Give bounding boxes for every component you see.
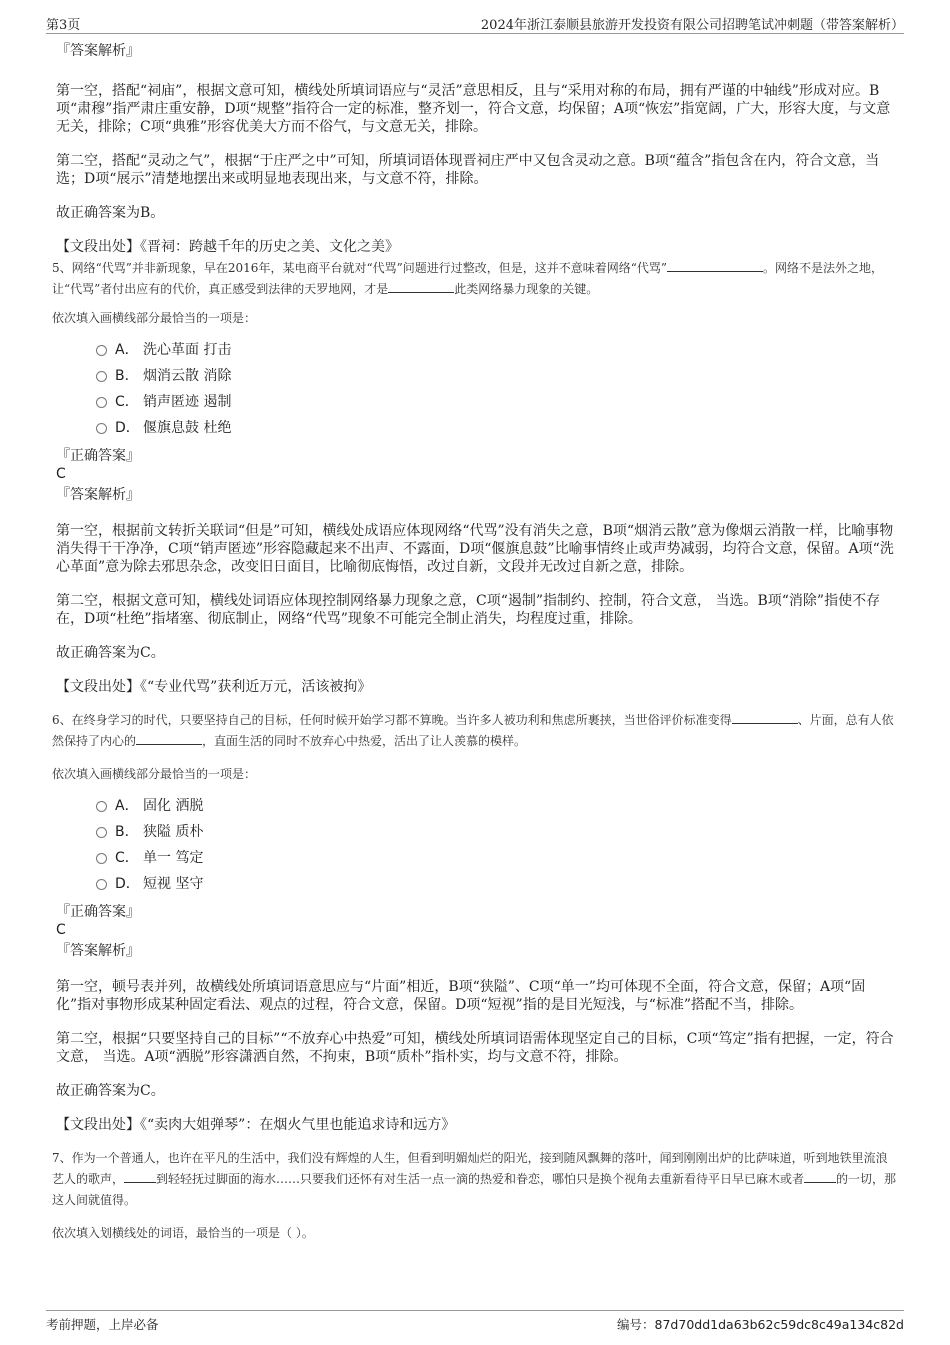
q6-source: 【文段出处】《“卖肉大姐弹琴”：在烟火气里也能追求诗和远方》	[56, 1117, 456, 1133]
q4-explain-p1: 第一空，搭配“祠庙”，根据文意可知，横线处所填词语应与“灵活”意思相反，且与“采用对称的布局，拥有严谨的中轴线”形成对应。B项“肃穆”指严肃庄重安静，D项“规整”指符合一定的标准，整齐划一，符合文意，均保留；A项“恢宏”指宽阔，广大，形容大度，与文意无关，排除；C项“典雅”形容优美大方而不俗气，与文意无关，排除。	[56, 83, 891, 135]
radio-icon[interactable]	[96, 397, 107, 408]
q6-conclusion: 故正确答案为C。	[56, 1083, 165, 1099]
radio-icon[interactable]	[96, 853, 107, 864]
q6-option-a[interactable]: A． 固化 洒脱	[96, 797, 898, 815]
q6-explain-p2: 第二空，根据“只要坚持自己的目标”“不放弃心中热爱”可知，横线处所填词语需体现坚定自己的目标，C项“笃定”指有把握，一定，符合文意， 当选。A项“洒脱”形容潇洒自然，不拘束，B项“质朴”指朴实，均与文意不符，排除。	[56, 1031, 894, 1065]
explain-label: 『答案解析』	[56, 487, 140, 503]
correct-label: 『正确答案』	[56, 448, 140, 464]
header-divider	[46, 33, 904, 34]
q6-option-b[interactable]: B． 狭隘 质朴	[96, 823, 898, 841]
q5-option-c[interactable]: C． 销声匿迹 遏制	[96, 393, 898, 411]
q5-explain-p2: 第二空，根据文意可知，横线处词语应体现控制网络暴力现象之意，C项“遏制”指制约、控制，符合文意， 当选。B项“消除”指使不存在，D项“杜绝”指堵塞、彻底制止，网络“代骂”现象不可能完全制止消失，均程度过重，排除。	[56, 593, 881, 627]
q6-option-d[interactable]: D． 短视 坚守	[96, 875, 898, 893]
q6-option-c[interactable]: C． 单一 笃定	[96, 849, 898, 867]
radio-icon[interactable]	[96, 345, 107, 356]
q7-blank-1	[124, 1170, 156, 1183]
footer-slogan: 考前押题，上岸必备	[46, 1317, 159, 1332]
correct-label: 『正确答案』	[56, 904, 140, 920]
radio-icon[interactable]	[96, 371, 107, 382]
q4-source: 【文段出处】《晋祠：跨越千年的历史之美、文化之美》	[56, 239, 399, 255]
q6-stem: 6、在终身学习的时代，只要坚持自己的目标，任何时候开始学习都不算晚。当许多人被功利和焦虑所裹挟，当世俗评价标准变得 、片面，总有人依然保持了内心的 ，直面生活的同时不放弃心中热爱，活出了让人羡慕的模样。	[52, 713, 894, 748]
page-header	[46, 10, 904, 33]
q5-blank-2	[388, 280, 454, 293]
q6-answer: C	[56, 922, 66, 938]
q6-blank-1	[732, 711, 798, 724]
radio-icon[interactable]	[96, 423, 107, 434]
q5-options	[56, 341, 898, 437]
q6-instruction: 依次填入画横线部分最恰当的一项是：	[52, 767, 257, 781]
radio-icon[interactable]	[96, 879, 107, 890]
q5-stem: 5、网络“代骂”并非新现象，早在2016年，某电商平台就对“代骂”问题进行过整改，但是，这并不意味着网络“代骂” 。网络不是法外之地，让“代骂”者付出应有的代价，真正感受到法律的天罗地网，才是 此类网络暴力现象的关键。	[52, 261, 884, 296]
explain-label: 『答案解析』	[56, 43, 140, 59]
q5-conclusion: 故正确答案为C。	[56, 645, 165, 661]
document-code: 编号：87d70dd1da63b62c59dc8c49a134c82d	[617, 1317, 904, 1332]
q7-stem: 7、作为一个普通人，也许在平凡的生活中，我们没有辉煌的人生，但看到明媚灿烂的阳光，接到随风飘舞的落叶，闻到刚刚出炉的比萨味道，听到地铁里流浪艺人的歌声， 到轻轻抚过脚面的海水……只要我们还怀有对生活一点一滴的热爱和眷恋，哪怕只是换个视角去重新看待平日早已麻木或者 的一切，那这人间就值得。	[52, 1151, 897, 1207]
q6-explain-p1: 第一空，顿号表并列，故横线处所填词语意思应与“片面”相近，B项“狭隘”、C项“单一”均可体现不全面，符合文意，保留；A项“固化”指对事物形成某种固定看法、观点的过程，符合文意，保留。D项“短视”指的是目光短浅，与“标准”搭配不当，排除。	[56, 979, 866, 1013]
q7-blank-2	[804, 1170, 836, 1183]
q5-explain-p1: 第一空，根据前文转折关联词“但是”可知，横线处成语应体现网络“代骂”没有消失之意，B项“烟消云散”意为像烟云消散一样，比喻事物消失得干干净净，C项“销声匿迹”形容隐藏起来不出声、不露面，D项“偃旗息鼓”比喻事情终止或声势减弱，均符合文意，保留。A项“洗心革面”意为除去邪思杂念，改变旧日面目，比喻彻底悔悟，改过自新，文段并无改过自新之意，排除。	[56, 523, 894, 575]
page-content	[52, 42, 898, 1244]
footer-divider	[46, 1310, 904, 1311]
q7-instruction: 依次填入划横线处的词语，最恰当的一项是（ ）。	[52, 1226, 314, 1240]
explain-label: 『答案解析』	[56, 943, 140, 959]
radio-icon[interactable]	[96, 801, 107, 812]
q6-options	[56, 797, 898, 893]
page-number: 第3页	[46, 18, 81, 33]
q5-option-d[interactable]: D． 偃旗息鼓 杜绝	[96, 419, 898, 437]
q4-conclusion: 故正确答案为B。	[56, 205, 165, 221]
q5-blank-1	[667, 259, 763, 272]
q6-blank-2	[136, 732, 202, 745]
q5-option-b[interactable]: B． 烟消云散 消除	[96, 367, 898, 385]
document-title: 2024年浙江泰顺县旅游开发投资有限公司招聘笔试冲刺题（带答案解析）	[480, 18, 904, 33]
q5-instruction: 依次填入画横线部分最恰当的一项是：	[52, 311, 257, 325]
q4-explain-p2: 第二空，搭配“灵动之气”，根据“于庄严之中”可知，所填词语体现晋祠庄严中又包含灵动之意。B项“蕴含”指包含在内，符合文意，当选；D项“展示”清楚地摆出来或明显地表现出来，与文意不符，排除。	[56, 153, 880, 187]
q5-option-a[interactable]: A． 洗心革面 打击	[96, 341, 898, 359]
q5-source: 【文段出处】《“专业代骂”获利近万元，活该被拘》	[56, 679, 372, 695]
radio-icon[interactable]	[96, 827, 107, 838]
q5-answer: C	[56, 466, 66, 482]
